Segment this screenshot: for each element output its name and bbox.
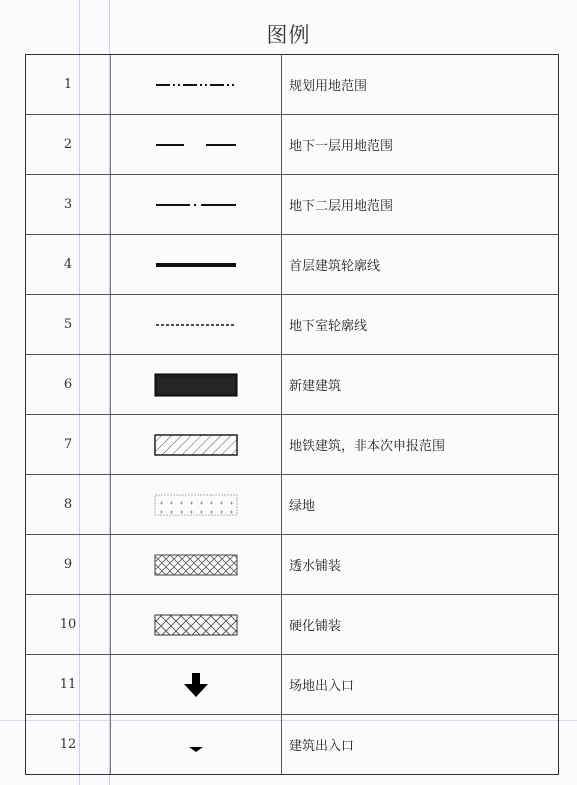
row-label: 地下室轮廓线	[282, 295, 559, 355]
legend-row	[26, 475, 559, 535]
dashed-line-icon	[146, 315, 246, 335]
row-number: 1	[26, 55, 111, 115]
legend-row	[26, 655, 559, 715]
legend-table	[25, 54, 559, 775]
row-number: 11	[26, 655, 111, 715]
cross-hatch-box-icon	[146, 611, 246, 639]
dash-dot-dot-line-icon	[146, 75, 246, 95]
legend-row	[26, 235, 559, 295]
row-label: 新建建筑	[282, 355, 559, 415]
small-down-triangle-icon	[146, 730, 246, 760]
row-number: 12	[26, 715, 111, 775]
row-number: 4	[26, 235, 111, 295]
legend-row	[26, 715, 559, 775]
legend-title: 图例	[266, 23, 311, 47]
row-number: 8	[26, 475, 111, 535]
row-number: 5	[26, 295, 111, 355]
legend-row	[26, 55, 559, 115]
thick-solid-line-icon	[146, 255, 246, 275]
row-label: 地铁建筑，非本次申报范围	[282, 415, 559, 475]
row-number: 9	[26, 535, 111, 595]
row-label: 场地出入口	[282, 655, 559, 715]
down-arrow-icon	[146, 670, 246, 700]
legend-row	[26, 535, 559, 595]
legend-row	[26, 175, 559, 235]
row-label: 绿地	[282, 475, 559, 535]
row-label: 首层建筑轮廓线	[282, 235, 559, 295]
row-label: 规划用地范围	[282, 55, 559, 115]
dash-dot-line-icon	[146, 195, 246, 215]
row-label: 建筑出入口	[282, 715, 559, 775]
legend-row	[26, 415, 559, 475]
plus-pattern-box-icon	[146, 491, 246, 519]
row-number: 6	[26, 355, 111, 415]
row-label: 地下二层用地范围	[282, 175, 559, 235]
legend-row	[26, 115, 559, 175]
legend-row	[26, 295, 559, 355]
row-label: 地下一层用地范围	[282, 115, 559, 175]
dash-gap-line-icon	[146, 135, 246, 155]
row-label: 硬化铺装	[282, 595, 559, 655]
diagonal-hatch-box-icon	[146, 431, 246, 459]
row-number: 2	[26, 115, 111, 175]
row-number: 3	[26, 175, 111, 235]
legend-row	[26, 355, 559, 415]
solid-fill-box-icon	[146, 371, 246, 399]
row-label: 透水铺装	[282, 535, 559, 595]
legend-row	[26, 595, 559, 655]
row-number: 10	[26, 595, 111, 655]
row-number: 7	[26, 415, 111, 475]
herringbone-box-icon	[146, 551, 246, 579]
